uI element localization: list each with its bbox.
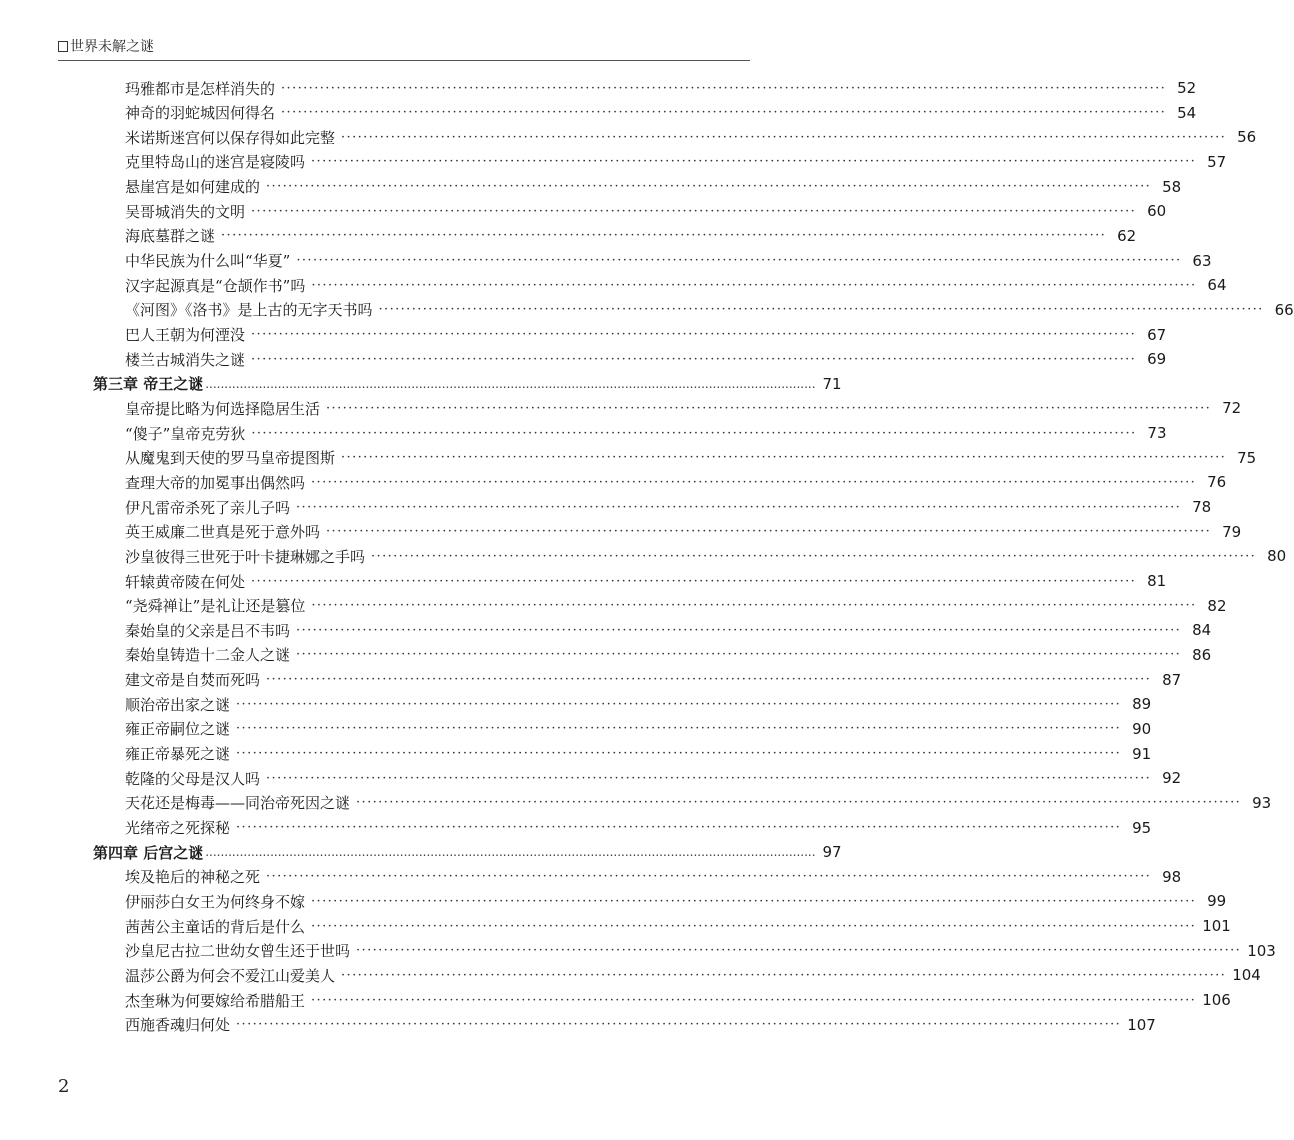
entry-title: 埃及艳后的神秘之死	[125, 868, 261, 887]
entry-title: 米诺斯迷宫何以保存得如此完整	[125, 128, 336, 147]
entry-title: 伊凡雷帝杀死了亲儿子吗	[125, 498, 291, 517]
page-ref: 97	[822, 843, 842, 862]
toc-entry-row	[0, 692, 1152, 716]
toc-entry-row	[0, 889, 1227, 913]
page-ref: 76	[1207, 473, 1227, 492]
entry-title: 楼兰古城消失之谜	[125, 350, 246, 369]
entry-title: 巴人王朝为何湮没	[125, 326, 246, 344]
entry-title: “尧舜禅让”是礼让还是篡位	[125, 597, 306, 616]
toc-entry-row	[0, 865, 1182, 889]
dot-leader: ································································································································································	[281, 80, 1167, 96]
dot-leader: ································································································································································	[251, 351, 1137, 367]
dot-leader: ································································································································································	[236, 721, 1122, 737]
dot-leader: ································································································································································	[236, 820, 1122, 835]
toc-entry-row	[0, 569, 1167, 593]
page-ref: 66	[1274, 300, 1294, 319]
toc-entry-row	[0, 150, 1227, 174]
page-ref: 92	[1162, 769, 1182, 788]
toc-entry-row	[0, 125, 1257, 149]
toc-entry-row	[0, 175, 1182, 199]
entry-title: 吴哥城消失的文明	[125, 202, 246, 221]
page-ref: 63	[1192, 251, 1212, 270]
page-ref: 89	[1132, 695, 1152, 714]
entry-title: 汉字起源真是“仓颉作书”吗	[125, 276, 306, 295]
toc-entry-row	[0, 988, 1231, 1012]
dot-leader: ································································································································································	[236, 1017, 1122, 1033]
entry-title: 建文帝是自焚而死吗	[125, 671, 261, 690]
dot-leader: ································································································································································	[296, 499, 1182, 515]
dot-leader: ································································································································································	[356, 795, 1242, 811]
page-ref: 79	[1222, 522, 1242, 541]
page-ref: 103	[1247, 941, 1276, 960]
dot-leader: ································································································································································	[311, 277, 1197, 293]
toc-entry-row	[0, 766, 1182, 790]
toc-entry-row	[0, 594, 1227, 618]
entry-title: 《河图》《洛书》是上古的无字天书吗	[125, 301, 373, 320]
dot-leader: ································································································································································	[266, 869, 1152, 885]
page-ref: 95	[1132, 818, 1152, 837]
toc-entry-row	[0, 76, 1197, 100]
chapter-title: 第三章 帝王之谜	[93, 375, 204, 394]
entry-title: 轩辕黄帝陵在何处	[125, 572, 246, 591]
toc-entry-row	[0, 643, 1212, 667]
toc-entry-row	[0, 1013, 1156, 1037]
toc-entry-row	[0, 717, 1152, 741]
chapter-heading-row	[0, 840, 842, 864]
entry-title: 克里特岛山的迷宫是寝陵吗	[125, 153, 306, 172]
dot-leader: ································································································································································	[281, 105, 1167, 121]
entry-title: 秦始皇的父亲是吕不韦吗	[125, 621, 291, 640]
page-ref: 104	[1232, 966, 1261, 985]
entry-title: 皇帝提比略为何选择隐居生活	[125, 399, 321, 418]
entry-title: 光绪帝之死探秘	[125, 819, 231, 837]
dot-leader: ································································································································································	[311, 154, 1197, 170]
page-ref: 93	[1252, 793, 1272, 812]
toc-entry-row	[0, 273, 1227, 297]
page-ref: 56	[1237, 128, 1257, 147]
entry-title: 雍正帝暴死之谜	[125, 745, 231, 764]
page-ref: 62	[1117, 226, 1137, 245]
toc-entry-row	[0, 618, 1212, 642]
page-ref: 54	[1177, 103, 1197, 122]
entry-title: 伊丽莎白女王为何终身不嫁	[125, 892, 306, 911]
page-ref: 81	[1147, 572, 1167, 590]
toc-entry-row	[0, 495, 1212, 519]
dot-leader: ································································································································································	[296, 253, 1182, 269]
entry-title: 海底墓群之谜	[125, 227, 216, 246]
toc-entry-row	[0, 544, 1287, 568]
header-title: 世界未解之谜	[70, 39, 154, 55]
entry-title: 顺治帝出家之谜	[125, 695, 231, 714]
page-number: 2	[58, 1076, 70, 1097]
dot-leader: ································································································································································	[296, 622, 1182, 638]
toc-entry-row	[0, 914, 1231, 938]
page-ref: 84	[1192, 621, 1212, 640]
dot-leader: ································································································································································	[341, 129, 1227, 145]
entry-title: 沙皇尼古拉二世幼女曾生还于世吗	[125, 942, 351, 961]
dot-leader: ································································································································································	[326, 524, 1212, 540]
toc-entry-row	[0, 446, 1257, 470]
page-ref: 58	[1162, 177, 1182, 196]
toc-entry-row	[0, 249, 1212, 273]
entry-title: 玛雅都市是怎样消失的	[125, 79, 276, 98]
dot-leader: ································································································································································	[311, 598, 1197, 614]
chapter-heading-row	[0, 372, 842, 396]
page-ref: 87	[1162, 670, 1182, 689]
dot-leader: ································································································································································	[356, 943, 1242, 959]
dot-leader: ································································································································································	[266, 770, 1152, 786]
dot-leader: ································································································································································	[311, 918, 1197, 934]
dot-leader: ································································································································································	[378, 302, 1264, 318]
entry-title: 乾隆的父母是汉人吗	[125, 769, 261, 788]
toc-entry-row	[0, 199, 1167, 223]
dot-leader: ································································································································································	[251, 327, 1137, 342]
entry-title: 英王威廉二世真是死于意外吗	[125, 523, 321, 542]
page-ref: 71	[822, 374, 842, 393]
header-square-icon	[58, 41, 68, 52]
entry-title: 天花还是梅毒——同治帝死因之谜	[125, 794, 351, 813]
entry-title: 中华民族为什么叫“华夏”	[125, 252, 291, 271]
page-ref: 69	[1147, 350, 1167, 369]
page-ref: 86	[1192, 645, 1212, 664]
toc-entry-row	[0, 520, 1242, 544]
dot-leader: ································································································································································	[221, 228, 1107, 244]
dot-leader: ································································································································································	[311, 893, 1197, 909]
toc-entry-row	[0, 298, 1294, 322]
entry-title: 杰奎琳为何要嫁给希腊船王	[125, 991, 306, 1010]
dot-leader: ································································································································································	[236, 746, 1122, 762]
entry-title: 从魔鬼到天使的罗马皇帝提图斯	[125, 449, 336, 468]
entry-title: 沙皇彼得三世死于叶卡捷琳娜之手吗	[125, 547, 366, 566]
entry-title: 西施香魂归何处	[125, 1016, 231, 1035]
toc-entry-row	[0, 101, 1197, 125]
dot-leader: ································································································································································	[236, 696, 1122, 712]
entry-title: 秦始皇铸造十二金人之谜	[125, 646, 291, 665]
dot-leader: ································································································································································	[371, 548, 1257, 564]
dot-leader: ................................................................................................................................................................	[205, 845, 816, 860]
header-rule	[58, 60, 750, 61]
dot-leader: ································································································································································	[311, 474, 1197, 490]
toc-entry-row	[0, 347, 1167, 371]
toc-entry-row	[0, 421, 1167, 445]
toc-entry-row	[0, 224, 1137, 248]
page-ref: 107	[1127, 1015, 1156, 1034]
page-ref: 106	[1202, 991, 1231, 1010]
page-ref: 80	[1267, 547, 1287, 566]
toc-entry-row	[0, 668, 1182, 692]
page-ref: 82	[1207, 596, 1227, 615]
entry-title: 查理大帝的加冕事出偶然吗	[125, 473, 306, 492]
dot-leader: ································································································································································	[251, 203, 1137, 219]
chapter-title: 第四章 后宫之谜	[93, 843, 204, 862]
toc-entry-row	[0, 939, 1276, 963]
toc-entry-row	[0, 470, 1227, 494]
page-ref: 75	[1237, 448, 1257, 467]
dot-leader: ································································································································································	[251, 573, 1137, 589]
dot-leader: ································································································································································	[266, 672, 1152, 688]
dot-leader: ································································································································································	[296, 647, 1182, 663]
toc-entry-row	[0, 816, 1152, 840]
dot-leader: ································································································································································	[266, 179, 1152, 195]
entry-title: 温莎公爵为何会不爱江山爱美人	[125, 966, 336, 985]
entry-title: 悬崖宫是如何建成的	[125, 178, 261, 197]
dot-leader: ································································································································································	[341, 450, 1227, 466]
dot-leader: ................................................................................................................................................................	[205, 376, 816, 391]
page-ref: 57	[1207, 152, 1227, 171]
dot-leader: ································································································································································	[251, 425, 1137, 441]
page-ref: 64	[1207, 276, 1227, 295]
running-header	[58, 36, 154, 56]
page-ref: 101	[1202, 917, 1231, 936]
toc-entry-row	[0, 396, 1242, 420]
dot-leader: ································································································································································	[341, 967, 1227, 983]
toc-entry-row	[0, 791, 1272, 815]
page-ref: 99	[1207, 892, 1227, 911]
page-ref: 72	[1222, 399, 1242, 418]
entry-title: 雍正帝嗣位之谜	[125, 720, 231, 739]
page-ref: 91	[1132, 744, 1152, 763]
dot-leader: ································································································································································	[326, 400, 1212, 416]
toc-entry-row	[0, 323, 1167, 347]
page-ref: 98	[1162, 867, 1182, 886]
entry-title: “傻子”皇帝克劳狄	[125, 424, 246, 443]
page-ref: 78	[1192, 498, 1212, 517]
page-ref: 60	[1147, 202, 1167, 221]
toc-entry-row	[0, 742, 1152, 766]
entry-title: 茜茜公主童话的背后是什么	[125, 917, 306, 936]
page-ref: 67	[1147, 325, 1167, 344]
toc-entry-row	[0, 963, 1261, 987]
page-ref: 73	[1147, 424, 1167, 443]
page-ref: 52	[1177, 79, 1197, 97]
dot-leader: ································································································································································	[311, 992, 1197, 1008]
entry-title: 神奇的羽蛇城因何得名	[125, 104, 276, 123]
page-ref: 90	[1132, 719, 1152, 738]
